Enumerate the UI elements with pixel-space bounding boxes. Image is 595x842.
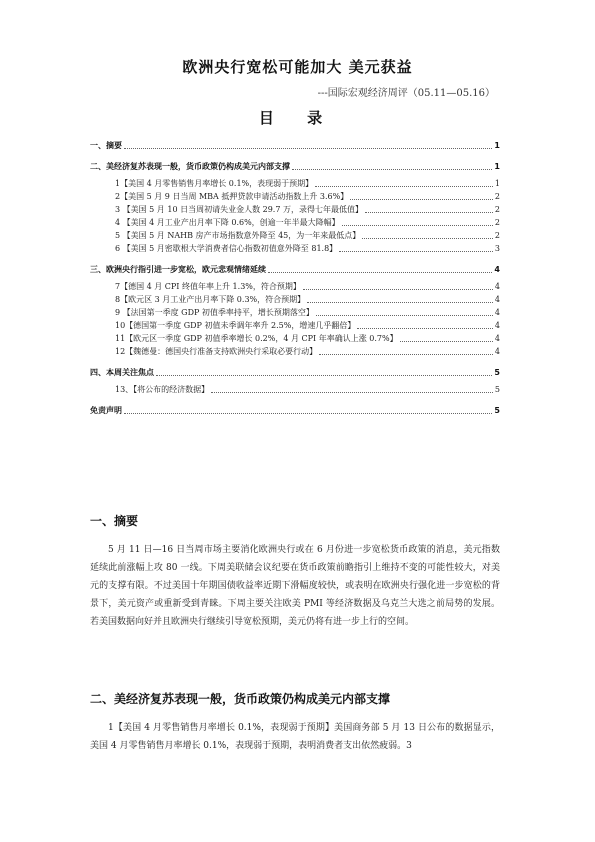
toc-subentry[interactable]: 4 【美国 4 月工业产出月率下降 0.6%，创逾一年半最大降幅】 2 — [115, 218, 500, 227]
summary-paragraph: 5 月 11 日—16 日当周市场主要消化欧洲央行或在 6 月份进一步宽松货币政策的消息，美元指数延续此前涨幅上攻 80 一线。下周美联储会议纪要在货币政策前瞻指引上维持不变的可能性较大，对美元的支撑有限。不过美国十年期国债收益率近期下滑幅度较快，或表明在欧洲央行强化进一步宽松的背景下，美元资产或重新受到青睐。下周主要关注欧美 PMI 等经济数据及乌克兰大选之前局势的发展。若美国数据向好并且欧洲央行继续引导宽松预期，美元仍将有进一步上行的空间。 — [90, 545, 500, 627]
toc-subentry[interactable]: 13、【将公布的经济数据】 5 — [115, 385, 500, 394]
toc-subentry[interactable]: 7【德国 4 月 CPI 终值年率上升 1.3%，符合预期】 4 — [115, 282, 500, 291]
toc-subentry[interactable]: 12【魏德曼：德国央行准备支持欧洲央行采取必要行动】 4 — [115, 347, 500, 356]
toc-entry-disclaimer[interactable]: 免责声明 5 — [90, 406, 500, 415]
toc-subentry[interactable]: 5 【美国 5 月 NAHB 房产市场指数意外降至 45，为一年来最低点】 2 — [115, 231, 500, 240]
toc-subentry[interactable]: 3 【美国 5 月 10 日当周初请失业金人数 29.7 万，录得七年最低值】 2 — [115, 205, 500, 214]
toc-entry-summary[interactable]: 一、摘要 1 — [90, 141, 500, 150]
table-of-contents — [90, 140, 500, 417]
document-subtitle: ---国际宏观经济周评（05.11—05.16） — [317, 88, 495, 99]
toc-subentry[interactable]: 1【美国 4 月零售销售月率增长 0.1%，表现弱于预期】 1 — [115, 179, 500, 188]
toc-subentry[interactable]: 6 【美国 5 月密歇根大学消费者信心指数初值意外降至 81.8】 3 — [115, 244, 500, 253]
toc-subentry[interactable]: 2【美国 5 月 9 日当周 MBA 抵押贷款申请活动指数上升 3.6%】 2 — [115, 192, 500, 201]
toc-subentry[interactable]: 9 【法国第一季度 GDP 初值季率持平，增长预期落空】 4 — [115, 308, 500, 317]
section-heading-us-economy: 二、美经济复苏表现一般，货币政策仍构成美元内部支撑 — [90, 692, 391, 706]
toc-subentry[interactable]: 11【欧元区一季度 GDP 初值季率增长 0.2%，4 月 CPI 年率确认上涨 0.7%】 4 — [115, 334, 500, 343]
toc-subentry[interactable]: 10【德国第一季度 GDP 初值未季调年率升 2.5%，增速几乎翻倍】 4 — [115, 321, 500, 330]
section-heading-summary: 一、摘要 — [90, 514, 139, 528]
document-title: 欧洲央行宽松可能加大 美元获益 — [182, 58, 413, 76]
toc-entry-us-economy[interactable]: 二、美经济复苏表现一般，货币政策仍构成美元内部支撑 1 — [90, 162, 500, 171]
toc-heading: 目 录 — [258, 109, 337, 127]
toc-entry-ecb[interactable]: 三、欧洲央行指引进一步宽松，欧元悲观情绪延续 4 — [90, 265, 500, 274]
toc-entry-focus[interactable]: 四、本周关注焦点 5 — [90, 368, 500, 377]
toc-subentry[interactable]: 8【欧元区 3 月工业产出月率下降 0.3%，符合预期】 4 — [115, 295, 500, 304]
us-economy-paragraph: 1【美国 4 月零售销售月率增长 0.1%，表现弱于预期】美国商务部 5 月 13 日公布的数据显示，美国 4 月零售销售月率增长 0.1%，表现弱于预期，表明消费者支出依然疲弱。3 — [90, 723, 500, 751]
